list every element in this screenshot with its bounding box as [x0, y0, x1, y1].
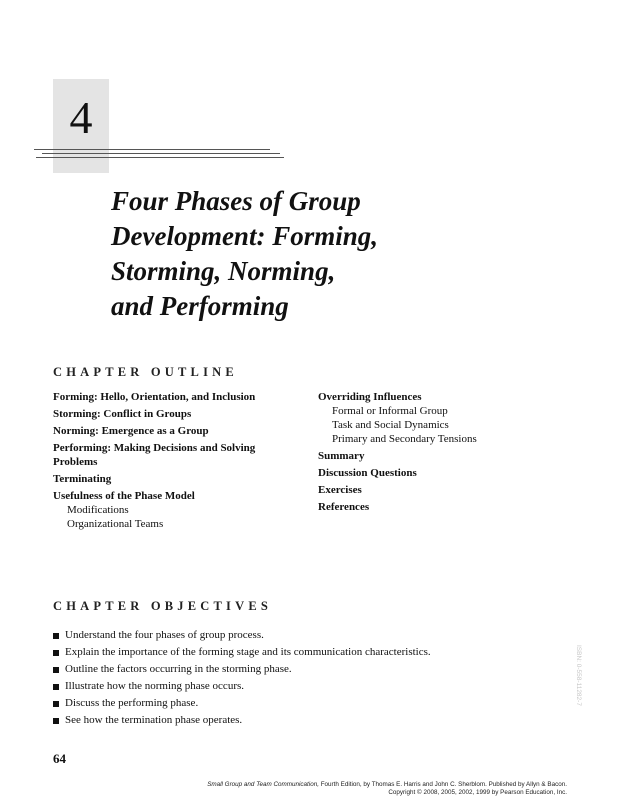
outline-subitem: Formal or Informal Group	[332, 405, 448, 417]
outline-item: Overriding Influences	[318, 391, 422, 403]
chapter-number: 4	[69, 92, 93, 143]
footer-line1: Fourth Edition, by Thomas E. Harris and John C. Sherblom. Published by Allyn & Bacon.	[318, 781, 567, 788]
header-rule	[34, 149, 270, 150]
outline-item: Discussion Questions	[318, 467, 417, 479]
outline-item: Summary	[318, 450, 365, 462]
outline-subitem: Primary and Secondary Tensions	[332, 433, 477, 445]
square-bullet-icon	[53, 633, 59, 639]
outline-item: Norming: Emergence as a Group	[53, 425, 209, 437]
chapter-title-line: and Performing	[111, 291, 289, 321]
objective-text: Discuss the performing phase.	[65, 697, 199, 709]
copyright-footer	[207, 781, 567, 797]
chapter-title-line: Four Phases of Group	[111, 186, 361, 216]
outline-item: Performing: Making Decisions and Solving Problems	[53, 442, 256, 468]
square-bullet-icon	[53, 718, 59, 724]
square-bullet-icon	[53, 701, 59, 707]
chapter-number-box	[53, 79, 109, 173]
objective-item	[53, 712, 431, 729]
outline-item: References	[318, 501, 370, 513]
footer-book-title: Small Group and Team Communication,	[207, 781, 319, 788]
outline-left-column	[53, 390, 283, 531]
outline-item: Usefulness of the Phase Model	[53, 490, 195, 502]
header-rule	[36, 157, 284, 158]
square-bullet-icon	[53, 667, 59, 673]
outline-subitem: Organizational Teams	[67, 518, 164, 530]
objectives-heading: CHAPTER OBJECTIVES	[53, 599, 273, 613]
square-bullet-icon	[53, 650, 59, 656]
outline-right-column	[318, 390, 548, 514]
outline-heading: CHAPTER OUTLINE	[53, 365, 238, 379]
objective-item	[53, 695, 431, 712]
footer-line2: Copyright © 2008, 2005, 2002, 1999 by Pearson Education, Inc.	[388, 789, 567, 796]
outline-item: Terminating	[53, 473, 112, 485]
chapter-title-line: Development: Forming,	[111, 221, 378, 251]
chapter-title-line: Storming, Norming,	[111, 256, 336, 286]
objective-text: Explain the importance of the forming stage and its communication characteristics.	[65, 646, 431, 658]
header-rule	[42, 153, 280, 154]
objective-text: See how the termination phase operates.	[65, 714, 243, 726]
objective-item	[53, 644, 431, 661]
objective-item	[53, 678, 431, 695]
objective-text: Understand the four phases of group process.	[65, 629, 264, 641]
isbn-watermark: ISBN: 0-558-11282-7	[575, 645, 582, 706]
outline-item: Storming: Conflict in Groups	[53, 408, 192, 420]
outline-subitem: Modifications	[67, 504, 129, 516]
chapter-title	[111, 184, 441, 324]
outline-item: Exercises	[318, 484, 362, 496]
outline-item: Forming: Hello, Orientation, and Inclusion	[53, 391, 256, 403]
objectives-list	[53, 627, 431, 729]
objective-item	[53, 661, 431, 678]
objective-text: Outline the factors occurring in the storming phase.	[65, 663, 292, 675]
objective-item	[53, 627, 431, 644]
page-number: 64	[53, 751, 66, 766]
square-bullet-icon	[53, 684, 59, 690]
objective-text: Illustrate how the norming phase occurs.	[65, 680, 245, 692]
outline-subitem: Task and Social Dynamics	[332, 419, 449, 431]
